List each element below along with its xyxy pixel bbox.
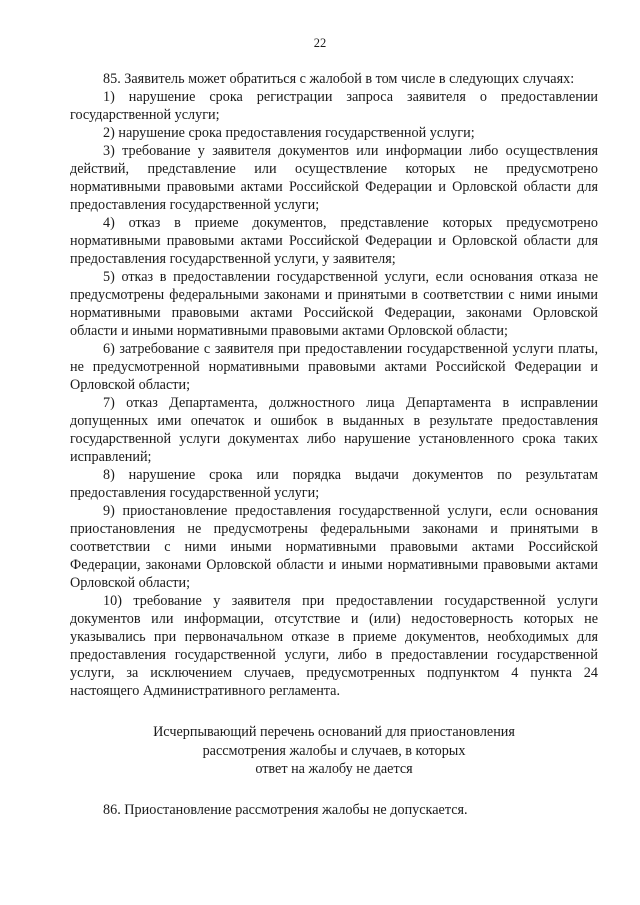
paragraph-86: 86. Приостановление рассмотрения жалобы не допускается. (103, 801, 468, 818)
list-item-10: 10) требование у заявителя при предоставлении государственной услуги документов или информации, отсутствие и (или) недостоверность которых не указывались при первоначальном отказе в приеме документов, необходимых для предоставления государственной услуги, либо в предоставлении государственной услуги, за исключением случаев, предусмотренных подпунктом 4 пункта 24 настоящего Административного регламента. (70, 593, 598, 699)
section-heading-line: Исчерпывающий перечень оснований для приостановления (153, 724, 515, 740)
list-item-5: 5) отказ в предоставлении государственной услуги, если основания отказа не предусмотрены федеральными законами и принятыми в соответствии с ними иными нормативными правовыми актами Российской Федерации, законами Орловской области и иными нормативными правовыми актами Орловской области; (70, 269, 598, 339)
list-item-4: 4) отказ в приеме документов, представление которых предусмотрено нормативными правовыми актами Российской Федерации и Орловской области для предоставления государственной услуги, у заявителя; (70, 215, 598, 267)
list-item-9: 9) приостановление предоставления государственной услуги, если основания приостановления не предусмотрены федеральными законами и принятыми в соответствии с ними иными нормативными правовыми актами Российской Федерации, законами Орловской области и иными нормативными правовыми актами Орловской области; (70, 503, 598, 591)
list-item-1: 1) нарушение срока регистрации запроса заявителя о предоставлении государственной услуги; (70, 89, 598, 123)
list-item-7: 7) отказ Департамента, должностного лица Департамента в исправлении допущенных ими опечаток и ошибок в выданных в результате предоставления государственной услуги документах либо нарушение установленного срока таких исправлений; (70, 395, 598, 465)
page-number: 22 (313, 36, 327, 50)
list-item-3: 3) требование у заявителя документов или информации либо осуществления действий, представление или осуществление которых не предусмотрено нормативными правовыми актами Российской Федерации и Орловской области для предоставления государственной услуги; (70, 143, 598, 213)
document-body (70, 70, 598, 819)
list-item-6: 6) затребование с заявителя при предоставлении государственной услуги платы, не предусмотренной нормативными правовыми актами Российской Федерации и Орловской области; (70, 341, 598, 393)
section-heading-line: ответ на жалобу не дается (255, 761, 413, 777)
list-item-8: 8) нарушение срока или порядка выдачи документов по результатам предоставления государственной услуги; (70, 467, 598, 501)
paragraph-85-intro: 85. Заявитель может обратиться с жалобой в том числе в следующих случаях: (103, 71, 575, 87)
section-heading (70, 723, 598, 779)
list-item-2: 2) нарушение срока предоставления государственной услуги; (103, 125, 475, 141)
section-heading-line: рассмотрения жалобы и случаев, в которых (202, 742, 466, 759)
